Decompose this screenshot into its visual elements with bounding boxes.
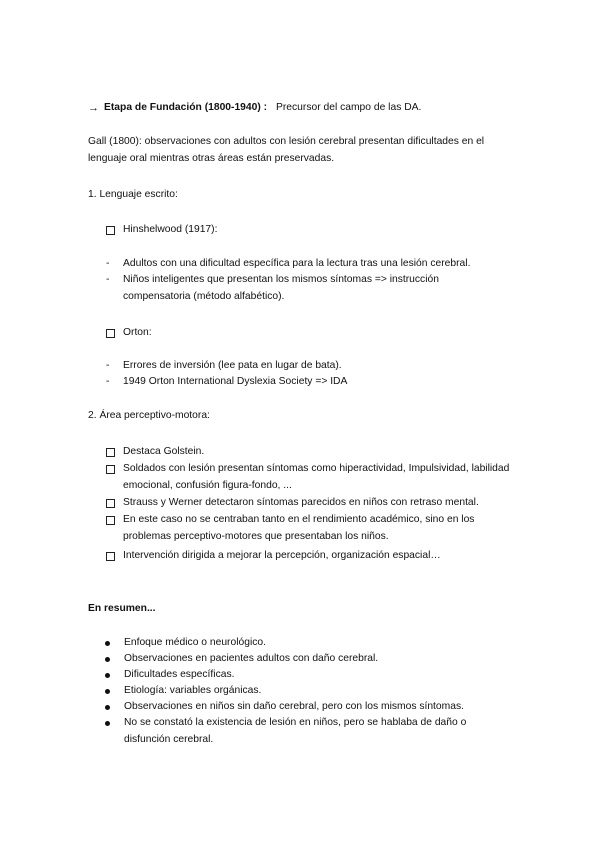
- checkbox-icon: [106, 516, 115, 525]
- summary-item-4: Etiología: variables orgánicas.: [124, 685, 262, 696]
- gall-line-1: Gall (1800): observaciones con adultos con lesión cerebral presentan dificultades en el: [88, 136, 485, 147]
- gall-line-2: lenguaje oral mientras otras áreas están preservadas.: [88, 153, 335, 164]
- area-item-4: En este caso no se centraban tanto en el rendimiento académico, sino en los: [123, 514, 475, 525]
- area-item-2: Soldados con lesión presentan síntomas como hiperactividad, Impulsividad, labilidad: [123, 463, 510, 474]
- orton-label: Orton:: [123, 327, 152, 338]
- area-item-4-cont: problemas perceptivo-motores que presentaban los niños.: [123, 531, 389, 542]
- hinshelwood-label: Hinshelwood (1917):: [123, 224, 218, 235]
- section-1-title: 1. Lenguaje escrito:: [88, 189, 178, 200]
- summary-item-3: Dificultades específicas.: [124, 669, 235, 680]
- bullet-dot-icon: [105, 721, 110, 726]
- dash-bullet: -: [106, 258, 110, 269]
- checkbox-icon: [106, 329, 115, 338]
- orton-bullet-1: Errores de inversión (lee pata en lugar de bata).: [123, 360, 342, 371]
- orton-bullet-2: 1949 Orton International Dyslexia Society => IDA: [123, 376, 348, 387]
- checkbox-icon: [106, 226, 115, 235]
- checkbox-icon: [106, 465, 115, 474]
- summary-item-6-cont: disfunción cerebral.: [124, 734, 214, 745]
- heading-subtitle: Precursor del campo de las DA.: [276, 102, 422, 113]
- area-item-3: Strauss y Werner detectaron síntomas parecidos en niños con retraso mental.: [123, 497, 479, 508]
- hinshelwood-bullet-2-cont: compensatoria (método alfabético).: [123, 291, 285, 302]
- checkbox-icon: [106, 448, 115, 457]
- bullet-dot-icon: [105, 689, 110, 694]
- area-item-5: Intervención dirigida a mejorar la percepción, organización espacial…: [123, 550, 441, 561]
- bullet-dot-icon: [105, 657, 110, 662]
- summary-item-6: No se constató la existencia de lesión en niños, pero se hablaba de daño o: [124, 717, 467, 728]
- summary-item-1: Enfoque médico o neurológico.: [124, 637, 266, 648]
- checkbox-icon: [106, 499, 115, 508]
- area-item-2-cont: emocional, confusión figura-fondo, ...: [123, 480, 292, 491]
- hinshelwood-bullet-2: Niños inteligentes que presentan los mismos síntomas => instrucción: [123, 274, 439, 285]
- dash-bullet: -: [106, 274, 110, 285]
- summary-title: En resumen...: [88, 603, 156, 614]
- bullet-dot-icon: [105, 673, 110, 678]
- checkbox-icon: [106, 552, 115, 561]
- bullet-dot-icon: [105, 705, 110, 710]
- heading-title: Etapa de Fundación (1800-1940) :: [104, 102, 268, 113]
- bullet-dot-icon: [105, 641, 110, 646]
- section-2-title: 2. Área perceptivo-motora:: [88, 410, 210, 421]
- dash-bullet: -: [106, 360, 110, 371]
- hinshelwood-bullet-1: Adultos con una dificultad específica para la lectura tras una lesión cerebral.: [123, 258, 471, 269]
- area-item-1: Destaca Golstein.: [123, 446, 205, 457]
- heading-arrow: →: [88, 102, 99, 114]
- dash-bullet: -: [106, 376, 110, 387]
- summary-item-2: Observaciones en pacientes adultos con daño cerebral.: [124, 653, 379, 664]
- summary-item-5: Observaciones en niños sin daño cerebral, pero con los mismos síntomas.: [124, 701, 464, 712]
